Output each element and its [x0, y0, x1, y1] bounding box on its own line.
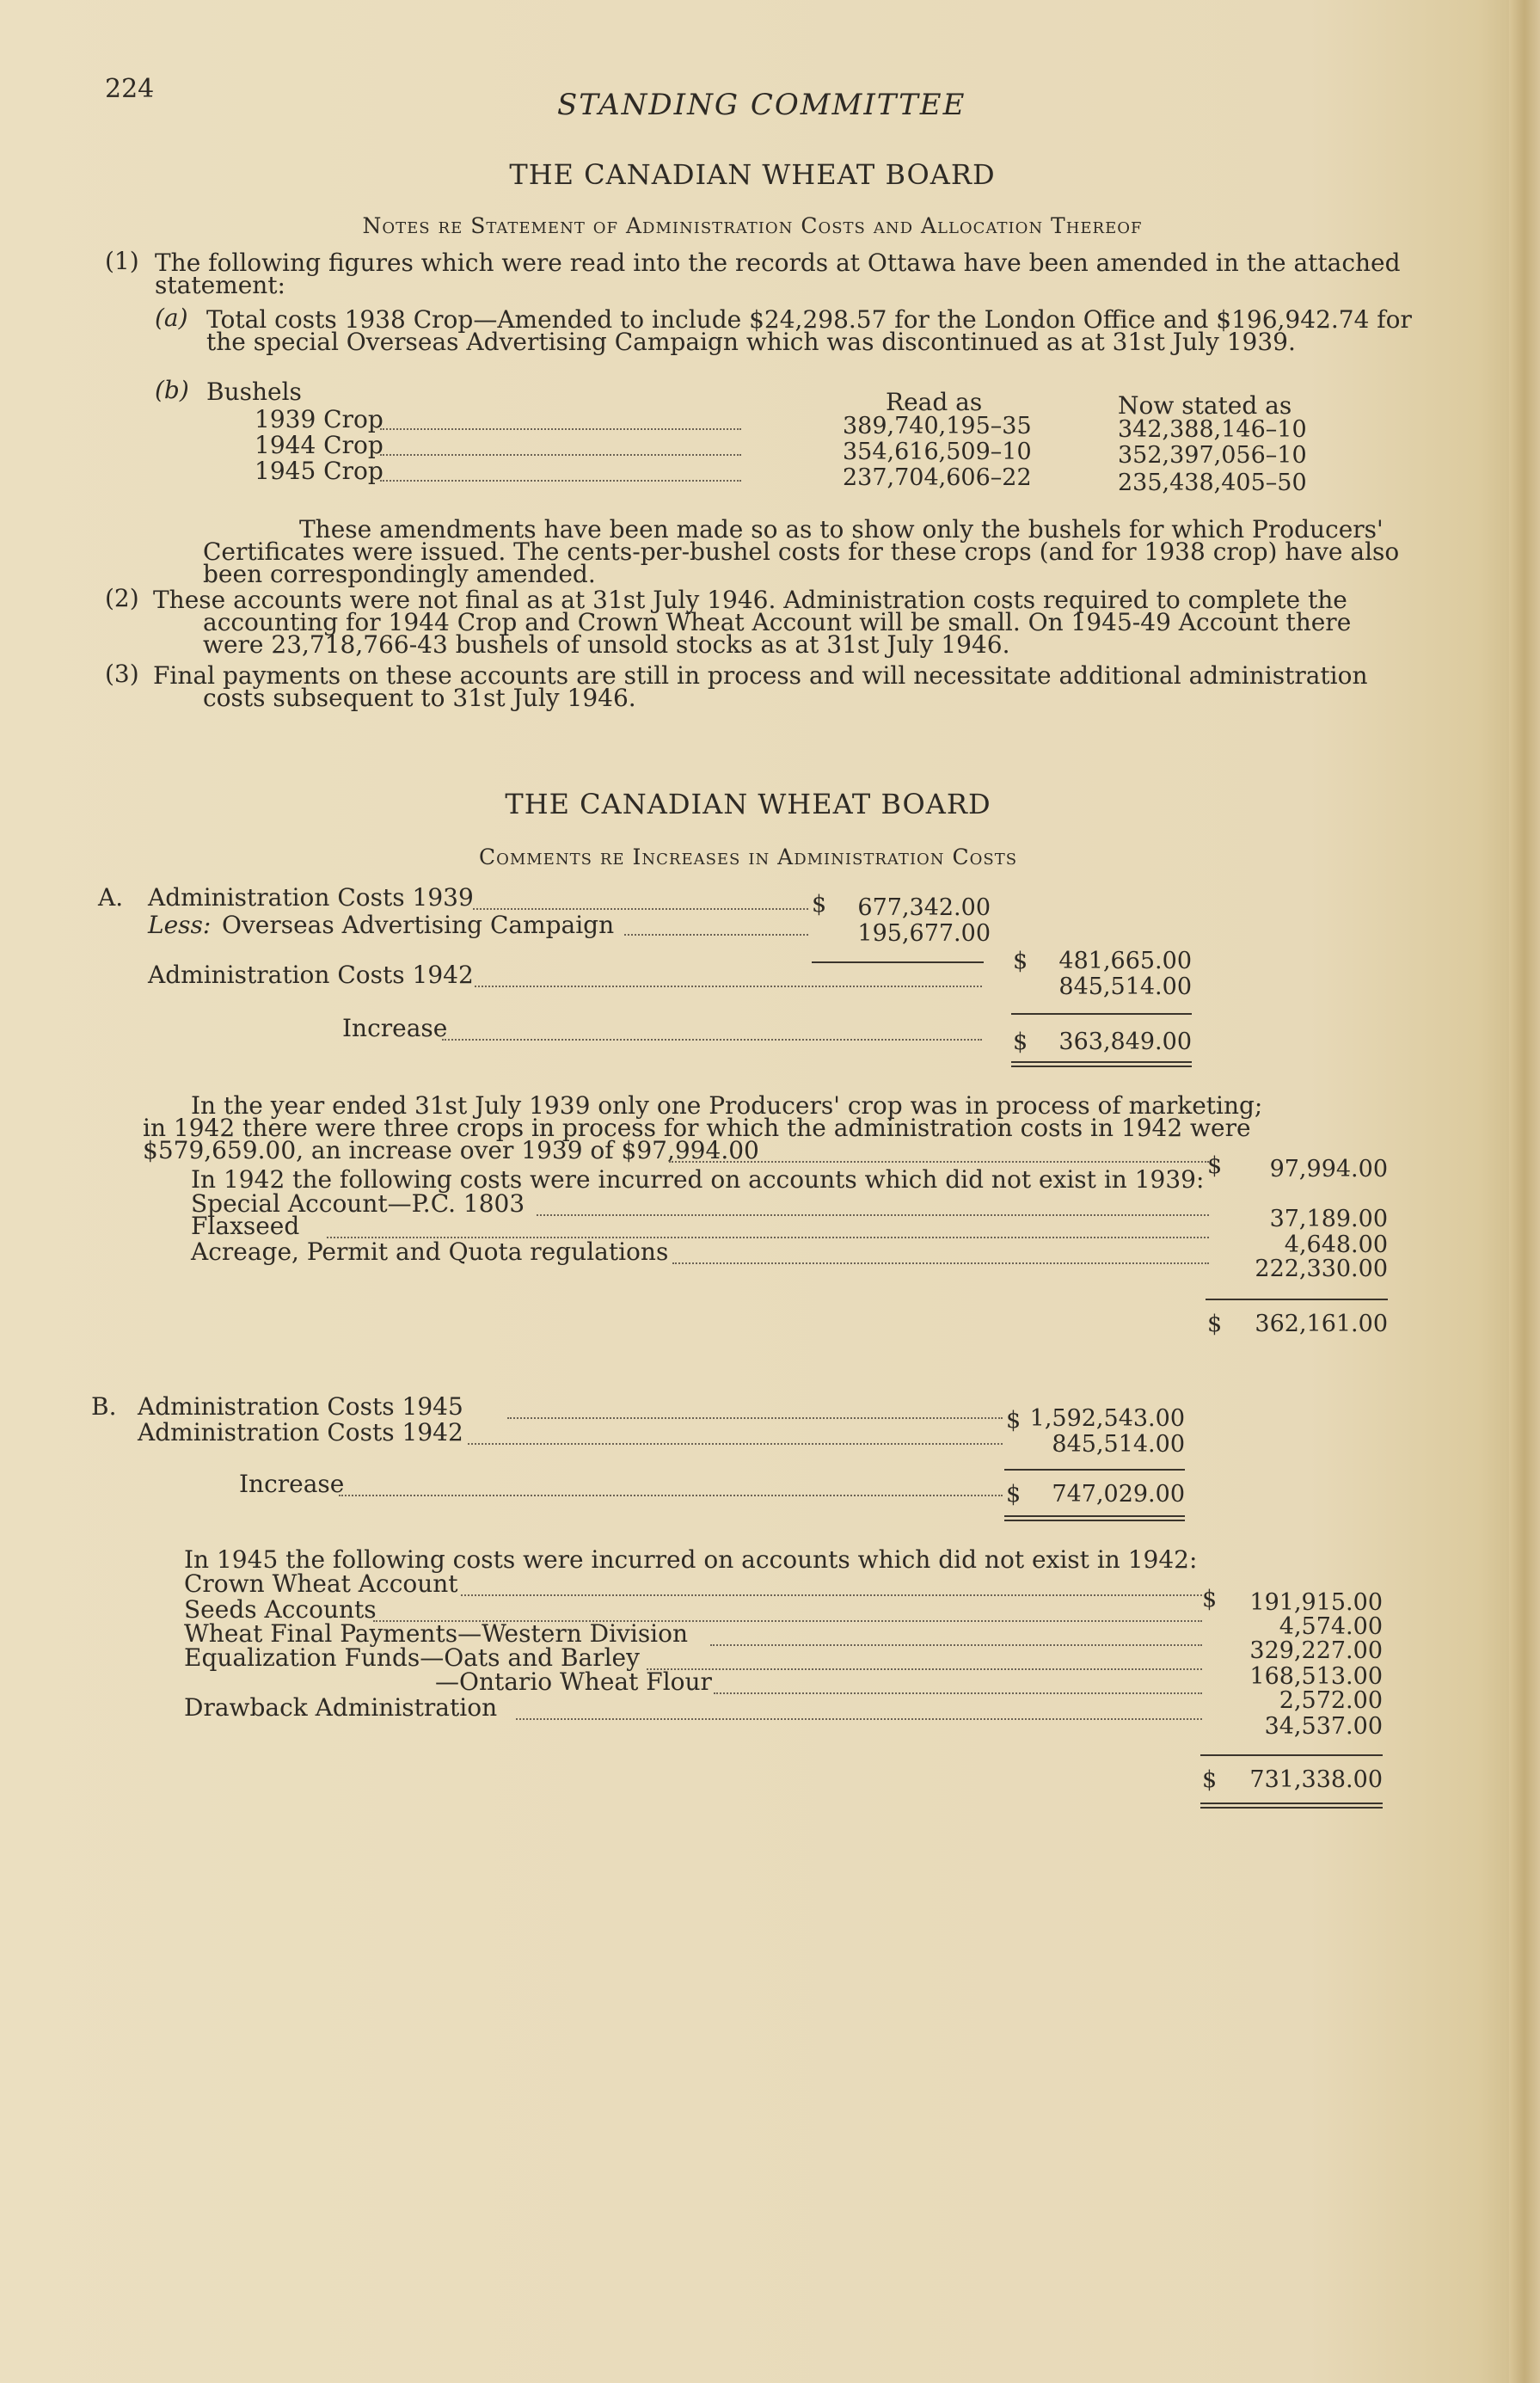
note-3-line2: costs subsequent to 31st July 1946. — [203, 684, 636, 712]
b-item-2: Seeds Accounts — [184, 1595, 377, 1624]
a-costs-1942: Administration Costs 1942 — [148, 961, 474, 989]
b-1945-value: 1,592,543.00 — [1029, 1405, 1185, 1432]
leader-dots — [516, 1718, 1202, 1720]
a-total-currency: $ — [1207, 1311, 1223, 1337]
b-increase-currency: $ — [1006, 1481, 1022, 1508]
note-b-label: (b) — [155, 376, 189, 404]
a-total-value: 362,161.00 — [1255, 1311, 1388, 1337]
crop-row-1: 1939 Crop — [255, 405, 383, 433]
a-increase-label: Increase — [342, 1014, 448, 1042]
leader-dots — [647, 1668, 1202, 1670]
col-now-stated: Now stated as — [1118, 391, 1292, 420]
b-item-4: Equalization Funds—Oats and Barley — [184, 1643, 640, 1672]
leader-dots — [669, 1161, 1209, 1163]
b-item-1-value: 191,915.00 — [1249, 1589, 1383, 1616]
a-1939-currency: $ — [812, 891, 827, 918]
col-read-as: Read as — [886, 388, 983, 416]
b-sub-intro: In 1945 the following costs were incurred on accounts which did not exist in 1942: — [184, 1545, 1198, 1574]
total-double-rule — [1011, 1061, 1192, 1067]
page-number: 224 — [105, 74, 155, 104]
note-2-line2: accounting for 1944 Crop and Crown Wheat Account will be small. On 1945-49 Account there — [203, 608, 1352, 636]
subtotal-rule — [1011, 1013, 1192, 1015]
b-total-value: 731,338.00 — [1249, 1766, 1383, 1793]
b-costs-1942: Administration Costs 1942 — [138, 1418, 463, 1446]
a-increase-value: 363,849.00 — [1058, 1029, 1192, 1055]
now-stated-2: 352,397,056–10 — [1118, 442, 1307, 469]
read-as-2: 354,616,509–10 — [843, 439, 1032, 465]
crop-row-2: 1944 Crop — [255, 431, 383, 459]
a-item-1: Special Account—P.C. 1803 — [191, 1189, 525, 1218]
comments-title: THE CANADIAN WHEAT BOARD — [505, 788, 991, 820]
note-1-line1: The following figures which were read into the records at Ottawa have been amended in the attached — [155, 249, 1401, 277]
comments-subtitle: Comments re Increases in Administration Costs — [478, 844, 1018, 869]
subtotal-rule — [1206, 1299, 1388, 1300]
a-overseas-advertising: Overseas Advertising Campaign — [222, 911, 615, 939]
page-edge — [1509, 0, 1540, 2383]
a-net-currency: $ — [1013, 948, 1028, 974]
running-head: STANDING COMMITTEE — [557, 88, 966, 122]
leader-dots — [461, 1594, 1202, 1596]
b-item-4-value: 168,513.00 — [1249, 1663, 1383, 1690]
a-increase-currency: $ — [1013, 1029, 1028, 1055]
b-item-1-currency: $ — [1202, 1586, 1218, 1612]
section-a-label: A. — [98, 883, 124, 912]
a-less-label: Less: — [148, 911, 212, 939]
amend-line3: been correspondingly amended. — [203, 560, 596, 588]
note-a-label: (a) — [155, 304, 188, 332]
subtotal-rule — [1200, 1754, 1383, 1756]
b-increase-label: Increase — [239, 1470, 345, 1498]
b-item-5: —Ontario Wheat Flour — [435, 1667, 712, 1696]
read-as-3: 237,704,606–22 — [843, 464, 1032, 491]
b-item-1: Crown Wheat Account — [184, 1569, 458, 1598]
note-3-line1: Final payments on these accounts are still in process and will necessitate additional administration — [153, 661, 1368, 690]
amend-line1: These amendments have been made so as to show only the bushels for which Producers' — [299, 515, 1384, 544]
b-costs-1945: Administration Costs 1945 — [138, 1392, 463, 1421]
read-as-1: 389,740,195–35 — [843, 413, 1032, 439]
notes-title: THE CANADIAN WHEAT BOARD — [509, 158, 996, 191]
b-item-6-value: 34,537.00 — [1264, 1713, 1383, 1740]
notes-subtitle: Notes re Statement of Administration Costs and Allocation Thereof — [362, 213, 1143, 238]
b-item-5-value: 2,572.00 — [1279, 1687, 1383, 1714]
a-para-line1: In the year ended 31st July 1939 only one Producers' crop was in process of marketing; — [191, 1091, 1263, 1120]
crop-row-3: 1945 Crop — [255, 457, 383, 485]
a-para-line3: $579,659.00, an increase over 1939 of $97,994.00 — [143, 1136, 759, 1164]
b-item-2-value: 4,574.00 — [1279, 1613, 1383, 1640]
subtotal-rule — [1004, 1469, 1185, 1471]
a-item-3: Acreage, Permit and Quota regulations — [191, 1238, 669, 1266]
total-double-rule — [1004, 1515, 1185, 1521]
amend-line2: Certificates were issued. The cents-per-bushel costs for these crops (and for 1938 crop) have also — [203, 537, 1400, 566]
a-overseas-value: 195,677.00 — [857, 920, 991, 947]
leader-dots — [380, 428, 741, 430]
leader-dots — [475, 986, 982, 987]
leader-dots — [380, 454, 741, 456]
b-1945-currency: $ — [1006, 1407, 1022, 1434]
a-1939-value: 677,342.00 — [857, 894, 991, 921]
a-sub-intro: In 1942 the following costs were incurred on accounts which did not exist in 1939: — [191, 1165, 1205, 1194]
note-3-label: (3) — [105, 660, 139, 688]
b-item-3: Wheat Final Payments—Western Division — [184, 1619, 689, 1648]
total-double-rule — [1200, 1803, 1383, 1809]
a-item-3-value: 222,330.00 — [1255, 1256, 1388, 1282]
leader-dots — [714, 1692, 1202, 1694]
note-1-line2: statement: — [155, 271, 285, 299]
leader-dots — [507, 1417, 1003, 1419]
leader-dots — [672, 1262, 1209, 1264]
now-stated-3: 235,438,405–50 — [1118, 470, 1307, 496]
a-1942-value: 845,514.00 — [1058, 973, 1192, 1000]
note-a-line1: Total costs 1938 Crop—Amended to include $24,298.57 for the London Office and $196,942.74 for — [206, 305, 1412, 334]
leader-dots — [537, 1214, 1209, 1216]
b-1942-value: 845,514.00 — [1052, 1431, 1185, 1458]
note-2-line1: These accounts were not final as at 31st July 1946. Administration costs required to complete the — [153, 586, 1347, 614]
b-item-6: Drawback Administration — [184, 1693, 498, 1722]
note-a-line2: the special Overseas Advertising Campaign which was discontinued as at 31st July 1939. — [206, 328, 1296, 356]
note-2-label: (2) — [105, 584, 139, 612]
subtotal-rule — [812, 961, 984, 963]
leader-dots — [339, 1495, 1003, 1496]
b-item-3-value: 329,227.00 — [1249, 1637, 1383, 1664]
leader-dots — [710, 1644, 1202, 1646]
leader-dots — [468, 1443, 1003, 1445]
a-costs-1939: Administration Costs 1939 — [148, 883, 474, 912]
bushels-heading: Bushels — [206, 378, 302, 406]
note-2-line3: were 23,718,766-43 bushels of unsold stocks as at 31st July 1946. — [203, 630, 1010, 659]
note-1-label: (1) — [105, 247, 139, 275]
a-net-value: 481,665.00 — [1058, 948, 1192, 974]
a-item-1-value: 37,189.00 — [1269, 1206, 1388, 1232]
now-stated-1: 342,388,146–10 — [1118, 416, 1307, 443]
a-item-2-value: 4,648.00 — [1284, 1231, 1388, 1258]
section-b-label: B. — [91, 1392, 117, 1421]
leader-dots — [624, 934, 808, 936]
b-increase-value: 747,029.00 — [1052, 1481, 1185, 1508]
a-para-value: 97,994.00 — [1269, 1156, 1388, 1182]
b-total-currency: $ — [1202, 1766, 1218, 1793]
a-item-2: Flaxseed — [191, 1212, 300, 1240]
leader-dots — [442, 1039, 982, 1041]
leader-dots — [380, 480, 741, 482]
a-para-line2: in 1942 there were three crops in process for which the administration costs in 1942 were — [143, 1114, 1251, 1142]
leader-dots — [473, 908, 808, 910]
a-para-currency: $ — [1207, 1152, 1223, 1179]
